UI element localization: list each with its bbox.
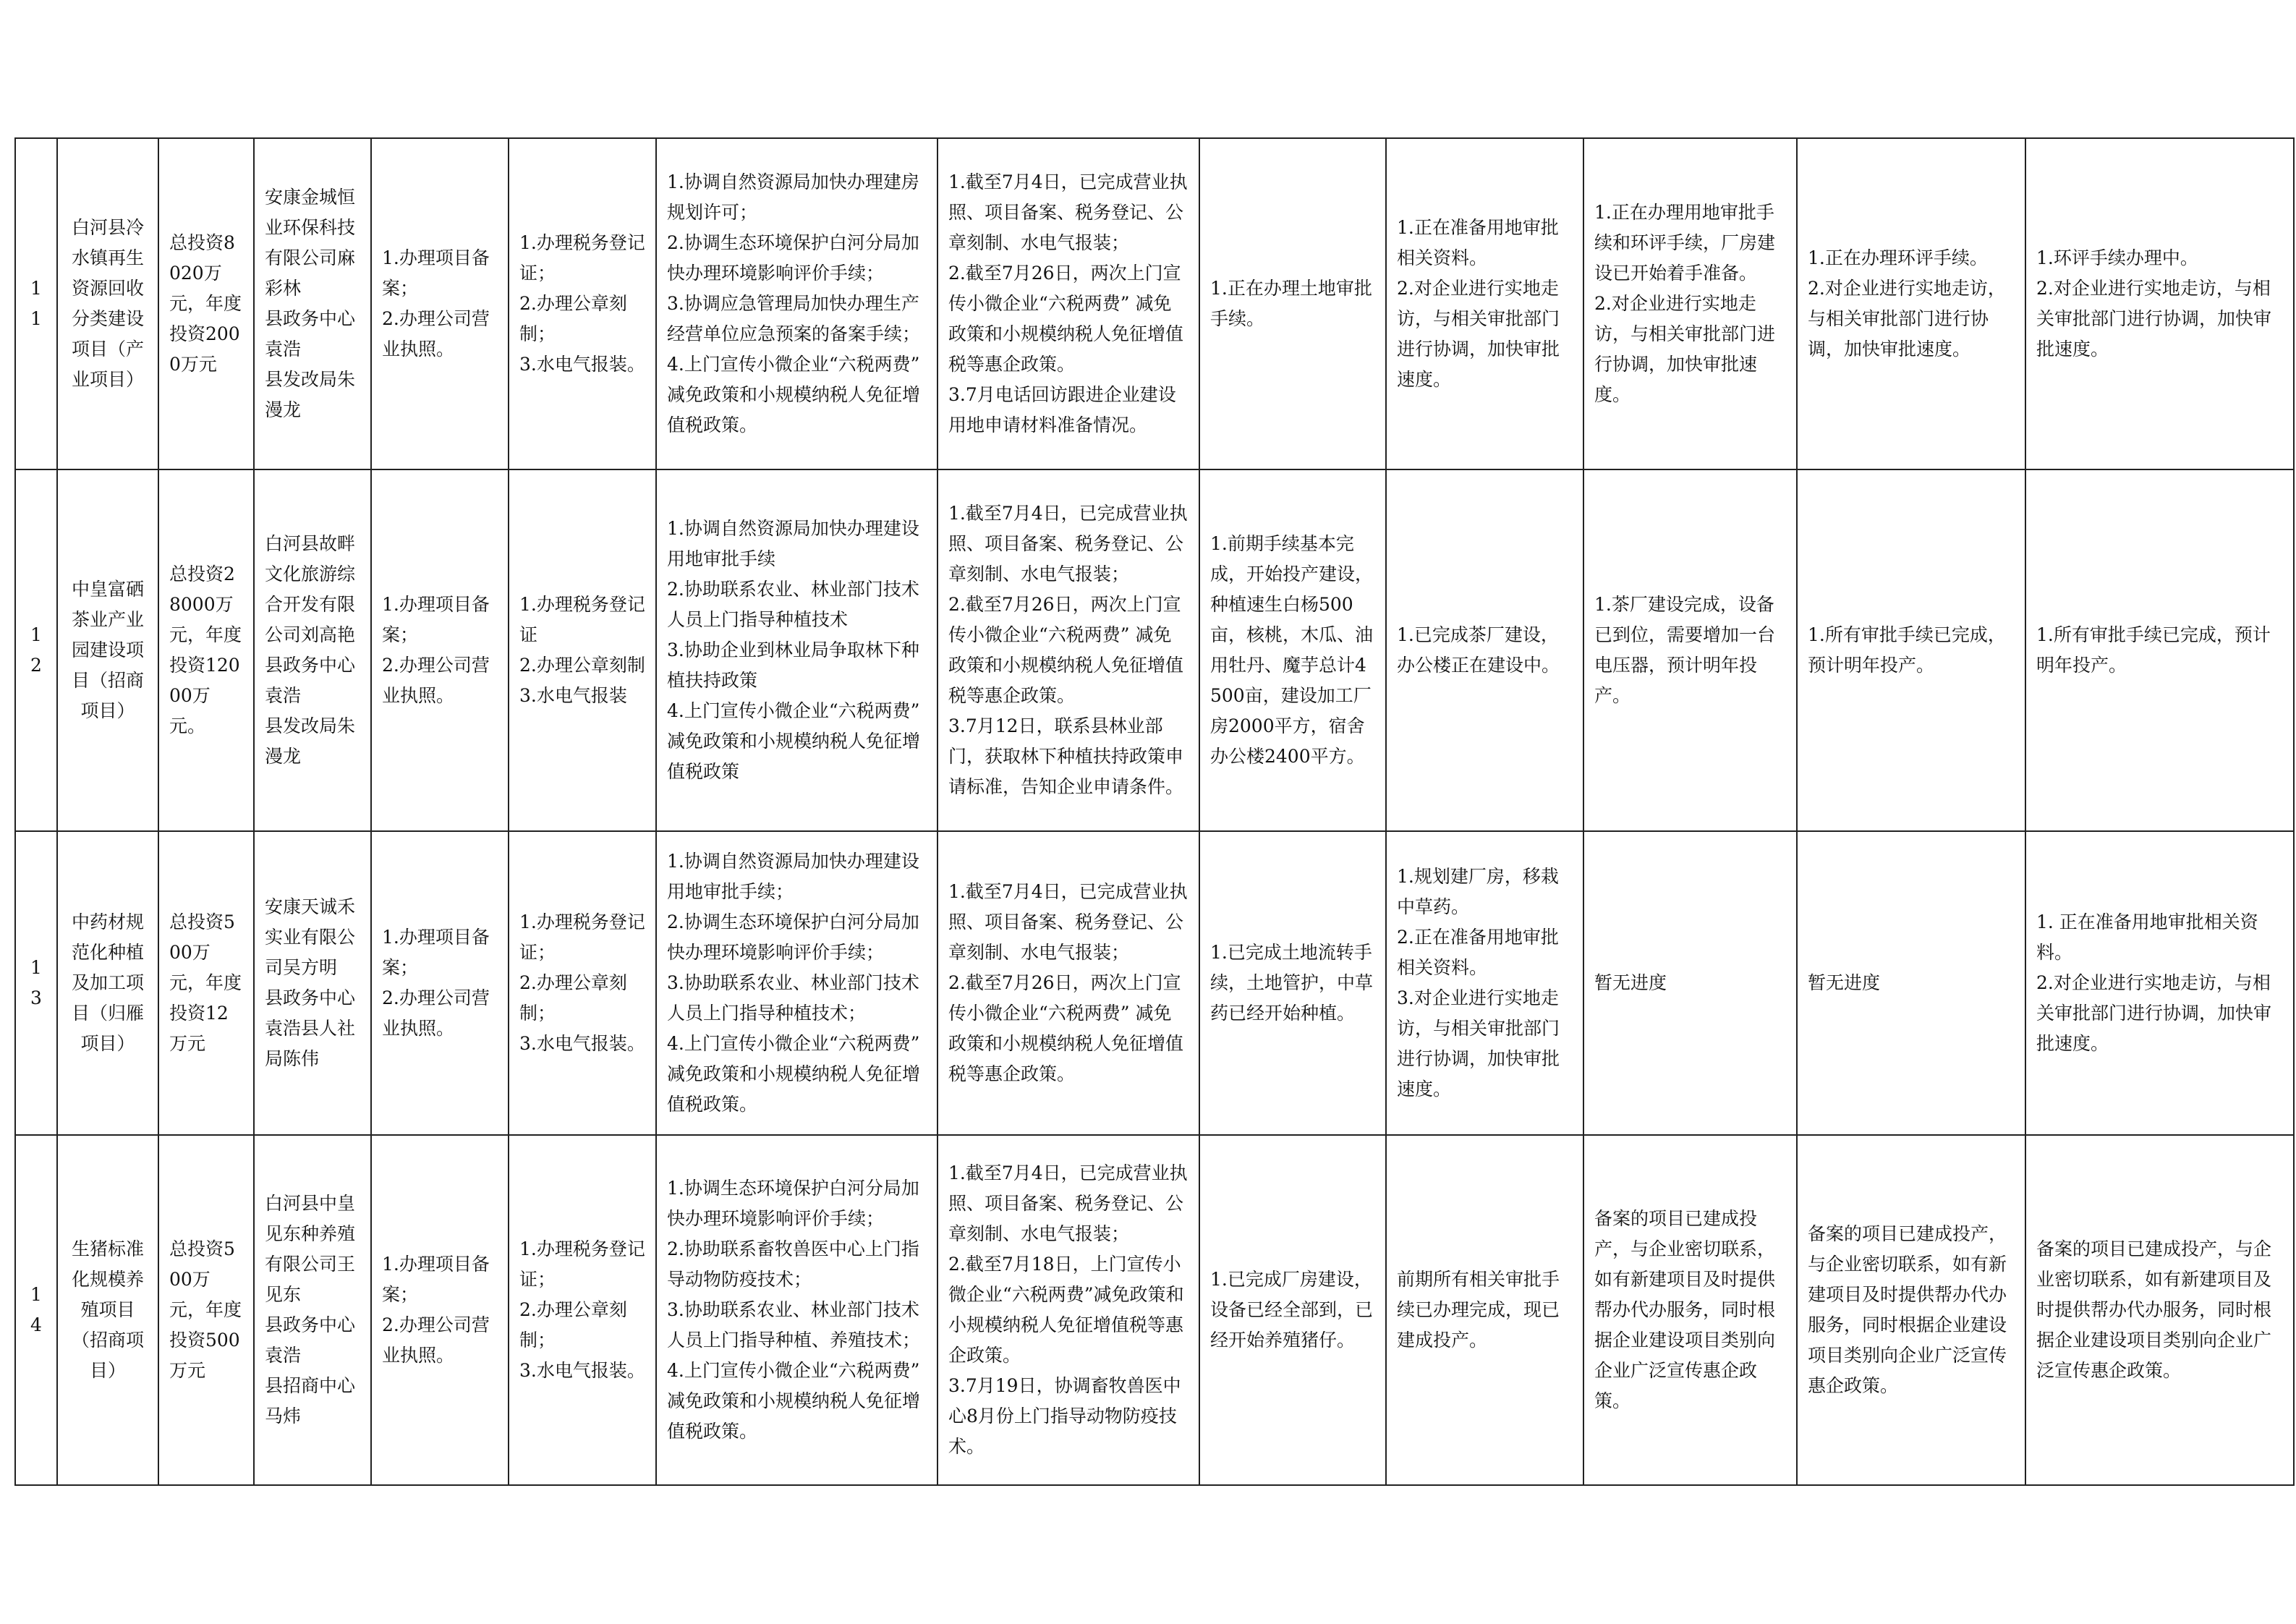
cell-paragraph: 3.水电气报装。: [519, 1360, 645, 1381]
cell-col-7: [937, 1135, 1199, 1485]
cell-responsible-unit: [254, 469, 371, 831]
cell-col-8: 1.前期手续基本完成，开始投产建设，种植速生白杨500亩，核桃，木瓜、油用牡丹、魔芋总计4500亩，建设加工厂房2000平方，宿舍办公楼2400平方。: [1199, 469, 1386, 831]
cell-paragraph: 1.协调自然资源局加快办理建设用地审批手续；: [667, 851, 919, 902]
cell-investment: 总投资500万元，年度投资12万元: [158, 831, 254, 1135]
cell-paragraph: 安康天诚禾实业有限公司吴方明: [265, 896, 356, 978]
cell-col-7: [937, 138, 1199, 469]
cell-paragraph: 3.协助联系农业、林业部门技术人员上门指导种植、养殖技术；: [667, 1299, 921, 1351]
cell-col-11: 备案的项目已建成投产，与企业密切联系，如有新建项目及时提供帮办代办服务，同时根据企业建设项目类别向企业广泛宣传惠企政策。: [1797, 1135, 2025, 1485]
cell-paragraph: 1.截至7月4日，已完成营业执照、项目备案、税务登记、公章刻制、水电气报装；: [948, 881, 1188, 963]
cell-col-10: 备案的项目已建成投产，与企业密切联系，如有新建项目及时提供帮办代办服务，同时根据企业建设项目类别向企业广泛宣传惠企政策。: [1583, 1135, 1797, 1485]
cell-investment: 总投资8020万元，年度投资2000万元: [158, 138, 254, 469]
cell-paragraph: 1.协调生态环境保护白河分局加快办理环境影响评价手续；: [667, 1178, 919, 1229]
cell-col-10: 暂无进度: [1583, 831, 1797, 1135]
cell-paragraph: 1.正在办理用地审批手续和环评手续，厂房建设已开始着手准备。: [1594, 202, 1776, 284]
cell-project-name: 生猪标准化规模养殖项目（招商项目）: [57, 1135, 158, 1485]
cell-responsible-unit: [254, 1135, 371, 1485]
cell-paragraph: 4.上门宣传小微企业“六税两费” 减免政策和小规模纳税人免征增值税政策。: [667, 354, 921, 435]
cell-paragraph: 2.对企业进行实地走访，与相关审批部门进行协调，加快审批速度。: [1397, 278, 1560, 390]
cell-col-11: 暂无进度: [1797, 831, 2025, 1135]
cell-row-number: 11: [15, 138, 57, 469]
cell-paragraph: 1.办理项目备案；: [382, 1254, 490, 1305]
cell-paragraph: 1.正在准备用地审批相关资料。: [1397, 217, 1559, 268]
cell-paragraph: 2.协调生态环境保护白河分局加快办理环境影响评价手续；: [667, 232, 919, 284]
cell-paragraph: 1.办理项目备案；: [382, 927, 490, 978]
cell-paragraph: 4.上门宣传小微企业“六税两费” 减免政策和小规模纳税人免征增值税政策: [667, 700, 921, 782]
cell-investment: 总投资28000万元，年度投资12000万元。: [158, 469, 254, 831]
cell-paragraph: 2.正在准备用地审批相关资料。: [1397, 927, 1559, 978]
cell-paragraph: 2.办理公章刻制；: [519, 1299, 627, 1351]
cell-paragraph: 1.办理税务登记证；: [519, 232, 645, 284]
cell-paragraph: 1. 正在准备用地审批相关资料。: [2036, 911, 2258, 963]
cell-col-5: [509, 469, 656, 831]
cell-paragraph: 1.截至7月4日，已完成营业执照、项目备案、税务登记、公章刻制、水电气报装；: [948, 1162, 1188, 1244]
cell-paragraph: 2.协助联系农业、林业部门技术人员上门指导种植技术: [667, 579, 919, 630]
table-row: [15, 138, 2294, 469]
cell-col-9: [1386, 831, 1583, 1135]
cell-paragraph: 1.协调自然资源局加快办理建房规划许可；: [667, 171, 919, 223]
cell-col-10: [1583, 138, 1797, 469]
cell-investment: 总投资500万元，年度投资500万元: [158, 1135, 254, 1485]
cell-col-6: [656, 831, 937, 1135]
project-progress-table: [14, 137, 2295, 1486]
cell-paragraph: 3.水电气报装: [519, 685, 627, 706]
cell-paragraph: 安康金城恒业环保科技有限公司麻彩林: [265, 187, 356, 299]
table-body: [15, 138, 2294, 1485]
cell-paragraph: 3.水电气报装。: [519, 1033, 645, 1054]
cell-col-4: [371, 138, 509, 469]
cell-paragraph: 白河县故畔文化旅游综合开发有限公司刘高艳: [265, 533, 356, 645]
cell-paragraph: 3.7月电话回访跟进企业建设用地申请材料准备情况。: [948, 384, 1176, 435]
cell-paragraph: 2.对企业进行实地走访，与相关审批部门进行协调，加快审批速度。: [1594, 293, 1776, 405]
cell-col-9: 前期所有相关审批手续已办理完成，现已建成投产。: [1386, 1135, 1583, 1485]
cell-paragraph: 2.办理公司营业执照。: [382, 987, 490, 1039]
cell-row-number: 12: [15, 469, 57, 831]
cell-paragraph: 2.对企业进行实地走访，与相关审批部门进行协调，加快审批速度。: [2036, 278, 2272, 360]
cell-col-9: 1.已完成茶厂建设，办公楼正在建设中。: [1386, 469, 1583, 831]
cell-paragraph: 2.截至7月26日，两次上门宣传小微企业“六税两费” 减免政策和小规模纳税人免征增值税等惠企政策。: [948, 263, 1184, 375]
cell-project-name: 中皇富硒茶业产业园建设项目（招商项目）: [57, 469, 158, 831]
cell-paragraph: 县政务中心袁浩: [265, 308, 356, 360]
cell-paragraph: 2.协调生态环境保护白河分局加快办理环境影响评价手续；: [667, 911, 919, 963]
cell-paragraph: 2.办理公章刻制；: [519, 972, 627, 1024]
cell-col-9: [1386, 138, 1583, 469]
cell-col-11: 1.所有审批手续已完成，预计明年投产。: [1797, 469, 2025, 831]
table-row: [15, 469, 2294, 831]
cell-col-10: 1.茶厂建设完成，设备已到位，需要增加一台电压器，预计明年投产。: [1583, 469, 1797, 831]
cell-col-12: [2025, 831, 2294, 1135]
cell-paragraph: 1.截至7月4日，已完成营业执照、项目备案、税务登记、公章刻制、水电气报装；: [948, 171, 1188, 253]
table-row: [15, 1135, 2294, 1485]
cell-paragraph: 3.协助企业到林业局争取林下种植扶持政策: [667, 639, 919, 691]
cell-row-number: 13: [15, 831, 57, 1135]
cell-paragraph: 1.办理项目备案；: [382, 247, 490, 299]
cell-paragraph: 2.办理公司营业执照。: [382, 655, 490, 706]
cell-col-8: 1.已完成厂房建设，设备已经全部到，已经开始养殖猪仔。: [1199, 1135, 1386, 1485]
cell-paragraph: 3.水电气报装。: [519, 354, 645, 375]
cell-paragraph: 3.7月19日，协调畜牧兽医中心8月份上门指导动物防疫技术。: [948, 1375, 1181, 1457]
cell-col-12: [2025, 138, 2294, 469]
cell-paragraph: 县发改局朱漫龙: [265, 715, 356, 767]
cell-paragraph: 2.办理公司营业执照。: [382, 308, 490, 360]
cell-col-8: 1.已完成土地流转手续，土地管护，中草药已经开始种植。: [1199, 831, 1386, 1135]
cell-paragraph: 1.规划建厂房，移栽中草药。: [1397, 866, 1559, 917]
cell-paragraph: 1.协调自然资源局加快办理建设用地审批手续: [667, 518, 919, 569]
cell-paragraph: 2.截至7月26日，两次上门宣传小微企业“六税两费” 减免政策和小规模纳税人免征增值税等惠企政策。: [948, 594, 1184, 706]
cell-paragraph: 3.7月12日，联系县林业部门，获取林下种植扶持政策申请标准，告知企业申请条件。: [948, 715, 1184, 797]
cell-col-4: [371, 469, 509, 831]
cell-paragraph: 3.协助联系农业、林业部门技术人员上门指导种植技术；: [667, 972, 919, 1024]
cell-paragraph: 1.办理税务登记证: [519, 594, 645, 645]
cell-paragraph: 1.正在办理环评手续。: [1808, 247, 1988, 268]
cell-project-name: 白河县冷水镇再生资源回收分类建设项目（产业项目）: [57, 138, 158, 469]
cell-responsible-unit: [254, 831, 371, 1135]
cell-paragraph: 县政务中心袁浩: [265, 1314, 356, 1366]
cell-responsible-unit: [254, 138, 371, 469]
cell-paragraph: 1.截至7月4日，已完成营业执照、项目备案、税务登记、公章刻制、水电气报装；: [948, 503, 1188, 584]
cell-col-5: [509, 1135, 656, 1485]
cell-paragraph: 县发改局朱漫龙: [265, 369, 356, 420]
cell-paragraph: 3.协调应急管理局加快办理生产经营单位应急预案的备案手续；: [667, 293, 921, 344]
cell-paragraph: 2.对企业进行实地走访，与相关审批部门进行协调，加快审批速度。: [1808, 278, 2006, 360]
cell-paragraph: 2.办理公司营业执照。: [382, 1314, 490, 1366]
cell-paragraph: 2.对企业进行实地走访，与相关审批部门进行协调，加快审批速度。: [2036, 972, 2272, 1054]
cell-paragraph: 县招商中心马炜: [265, 1375, 356, 1427]
cell-col-6: [656, 1135, 937, 1485]
cell-paragraph: 4.上门宣传小微企业“六税两费” 减免政策和小规模纳税人免征增值税政策。: [667, 1033, 921, 1115]
table-row: [15, 831, 2294, 1135]
cell-col-7: [937, 831, 1199, 1135]
cell-paragraph: 3.对企业进行实地走访，与相关审批部门进行协调，加快审批速度。: [1397, 987, 1560, 1100]
cell-paragraph: 白河县中皇见东种养殖有限公司王见东: [265, 1193, 356, 1305]
cell-col-12: 备案的项目已建成投产，与企业密切联系，如有新建项目及时提供帮办代办服务，同时根据企业建设项目类别向企业广泛宣传惠企政策。: [2025, 1135, 2294, 1485]
cell-paragraph: 1.环评手续办理中。: [2036, 247, 2198, 268]
cell-col-5: [509, 831, 656, 1135]
cell-paragraph: 4.上门宣传小微企业“六税两费” 减免政策和小规模纳税人免征增值税政策。: [667, 1360, 921, 1442]
cell-col-7: [937, 469, 1199, 831]
cell-paragraph: 2.办理公章刻制: [519, 655, 645, 676]
cell-paragraph: 2.办理公章刻制；: [519, 293, 627, 344]
cell-row-number: 14: [15, 1135, 57, 1485]
cell-paragraph: 县政务中心袁浩县人社局陈伟: [265, 987, 356, 1069]
cell-paragraph: 县政务中心袁浩: [265, 655, 356, 706]
cell-col-8: 1.正在办理土地审批手续。: [1199, 138, 1386, 469]
cell-paragraph: 1.办理税务登记证；: [519, 1238, 645, 1290]
cell-col-6: [656, 469, 937, 831]
cell-paragraph: 1.办理税务登记证；: [519, 911, 645, 963]
cell-col-4: [371, 1135, 509, 1485]
cell-col-4: [371, 831, 509, 1135]
cell-project-name: 中药材规范化种植及加工项目（归雁项目）: [57, 831, 158, 1135]
cell-paragraph: 2.截至7月18日，上门宣传小微企业“六税两费”减免政策和小规模纳税人免征增值税等惠企政策。: [948, 1254, 1184, 1366]
cell-paragraph: 2.协助联系畜牧兽医中心上门指导动物防疫技术；: [667, 1238, 919, 1290]
cell-col-12: 1.所有审批手续已完成，预计明年投产。: [2025, 469, 2294, 831]
cell-paragraph: 1.办理项目备案；: [382, 594, 490, 645]
cell-paragraph: 2.截至7月26日，两次上门宣传小微企业“六税两费” 减免政策和小规模纳税人免征增值税等惠企政策。: [948, 972, 1184, 1084]
cell-col-5: [509, 138, 656, 469]
cell-col-6: [656, 138, 937, 469]
cell-col-11: [1797, 138, 2025, 469]
